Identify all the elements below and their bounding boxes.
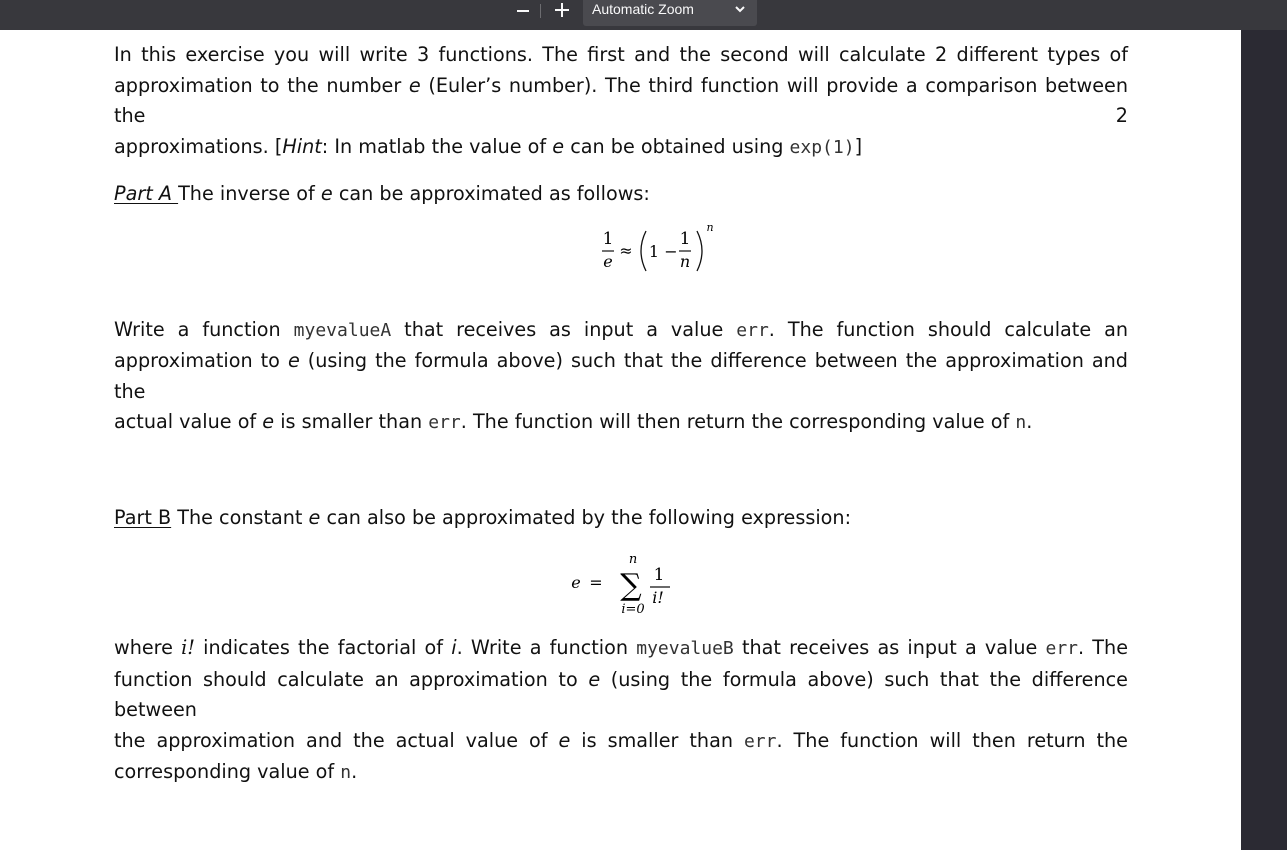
- intro-line-3: approximations. [Hint: In matlab the value of e can be obtained using exp(1)]: [114, 134, 863, 158]
- part-a-line-3: actual value of e is smaller than err. The function will then return the corresponding value of n.: [114, 410, 1033, 433]
- formula-b: [114, 533, 1128, 643]
- formula-b-equals: =: [589, 573, 603, 592]
- part-b-line-2: function should calculate an approximation to e (using the formula above) such that the difference between: [114, 667, 1128, 721]
- plus-icon: [554, 2, 570, 18]
- toolbar-separator: [540, 4, 541, 18]
- zoom-select-value: Automatic Zoom: [592, 1, 694, 17]
- part-a-heading: Part A The inverse of e can be approximated as follows:: [114, 182, 650, 205]
- intro-line-1: In this exercise you will write 3 functions. The first and the second will calculate 2 different types of: [114, 43, 1128, 66]
- zoom-out-button[interactable]: [508, 0, 538, 22]
- formula-b-sum: ∑: [620, 568, 642, 603]
- formula-b-num: 1: [653, 565, 665, 585]
- formula-a-one: 1: [648, 241, 660, 261]
- formula-a: [114, 210, 1128, 302]
- formula-a-num2: 1: [679, 228, 691, 249]
- formula-a-approx: ≈: [619, 240, 633, 260]
- part-b-line-1: where i! indicates the factorial of i. Write a function myevalueB that receives as input a value err. The: [114, 636, 1128, 659]
- zoom-in-button[interactable]: [547, 0, 577, 22]
- part-a-line-2: approximation to e (using the formula above) such that the difference between the approximation and the: [114, 349, 1128, 403]
- pdf-toolbar: [0, 0, 1287, 30]
- minus-icon: [516, 4, 530, 18]
- formula-b-lhs-e: e: [571, 573, 581, 592]
- formula-a-num1: 1: [602, 228, 614, 249]
- formula-b-upper: n: [628, 552, 638, 567]
- scrollbar[interactable]: [1241, 30, 1287, 850]
- intro-line-2: approximation to the number e (Euler’s number). The third function will provide a comparison between the 2: [114, 73, 1129, 127]
- pdf-page: [0, 30, 1241, 850]
- formula-a-exp-n: n: [706, 220, 714, 234]
- formula-b-den: i!: [652, 588, 664, 607]
- formula-a-den-n: n: [679, 251, 691, 271]
- formula-a-minus: −: [664, 241, 678, 261]
- part-a-line-1: Write a function myevalueA that receives as input a value err. The function should calculate an: [114, 317, 1128, 341]
- zoom-select[interactable]: [583, 0, 757, 26]
- formula-a-den-e: e: [603, 251, 613, 271]
- chevron-down-icon: [735, 4, 745, 14]
- part-b-heading: Part B The constant e can also be approximated by the following expression:: [114, 505, 852, 529]
- part-b-line-4: corresponding value of n.: [114, 760, 358, 783]
- part-b-line-3: the approximation and the actual value of e is smaller than err. The function will then return the: [114, 728, 1128, 752]
- formula-b-lower: i=0: [621, 602, 645, 617]
- document-content: [114, 40, 1128, 789]
